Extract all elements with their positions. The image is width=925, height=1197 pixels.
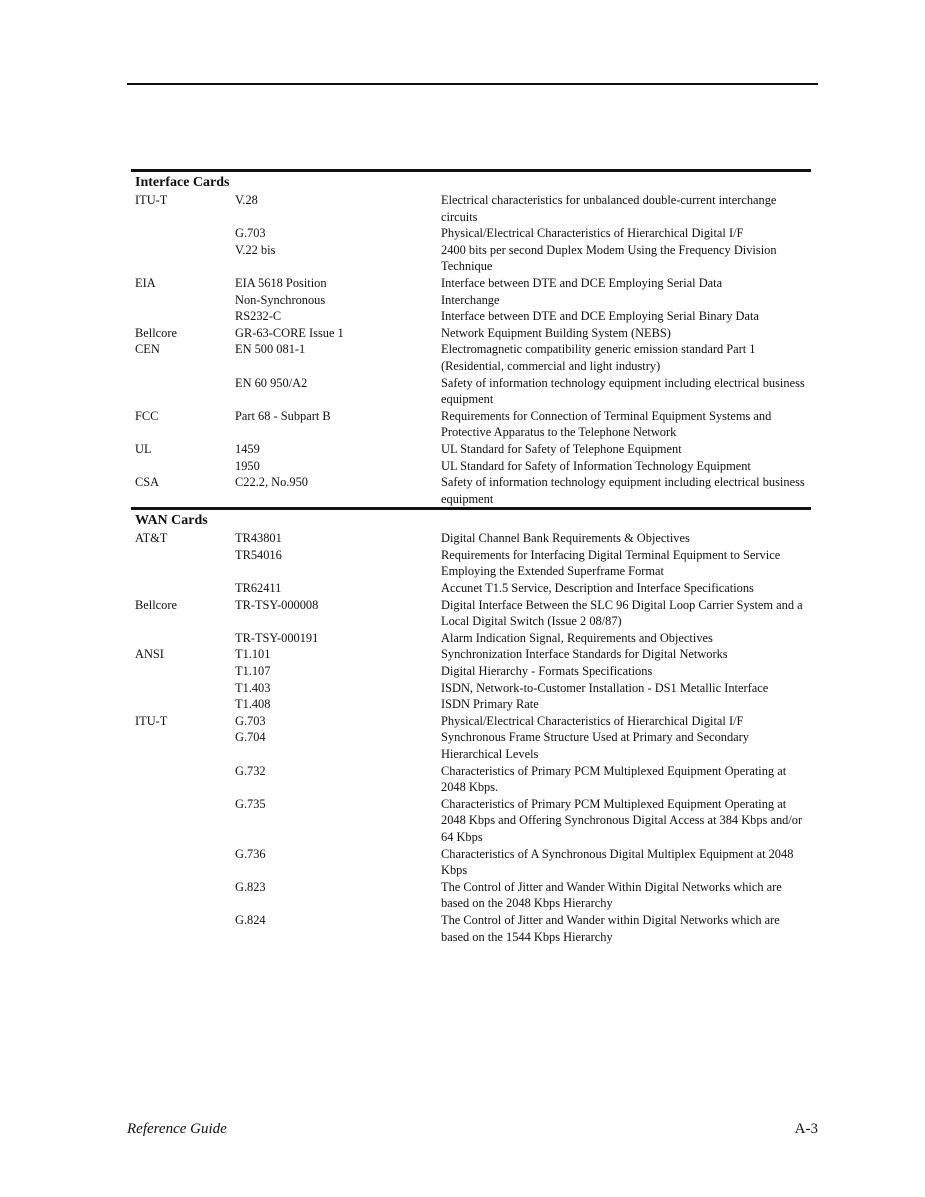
standard-id-cell: G.703 xyxy=(235,226,266,241)
organization-cell xyxy=(131,796,235,846)
organization-cell xyxy=(131,547,235,580)
description-cell: Digital Channel Bank Requirements & Objectives xyxy=(441,531,690,546)
organization-cell: ANSI xyxy=(135,647,164,662)
description-cell: UL Standard for Safety of Information Technology Equipment xyxy=(441,458,751,473)
organization-cell: FCC xyxy=(135,408,159,423)
standard-id-cell: 1459 xyxy=(235,441,260,456)
description-cell: Synchronization Interface Standards for Digital Networks xyxy=(441,647,728,662)
description-cell: Alarm Indication Signal, Requirements and Objectives xyxy=(441,630,713,645)
standard-row xyxy=(131,680,811,697)
standard-row xyxy=(131,441,811,458)
standard-id-cell: 1950 xyxy=(235,458,260,473)
organization-cell xyxy=(131,763,235,796)
standard-id-cell: TR-TSY-000191 xyxy=(235,630,319,645)
standard-id-cell: G.823 xyxy=(235,879,266,894)
standard-id-cell: T1.101 xyxy=(235,647,271,662)
organization-cell xyxy=(131,242,235,275)
organization-cell xyxy=(131,729,235,762)
organization-cell xyxy=(131,846,235,879)
standard-id-cell: G.703 xyxy=(235,713,266,728)
standard-id-cell: G.736 xyxy=(235,846,266,861)
standard-id-cell: Part 68 - Subpart B xyxy=(235,408,331,423)
organization-cell xyxy=(131,458,235,475)
standard-row xyxy=(131,242,811,275)
description-cell: UL Standard for Safety of Telephone Equipment xyxy=(441,441,682,456)
standard-row xyxy=(131,597,811,630)
standard-row xyxy=(131,375,811,408)
standard-id-cell: GR-63-CORE Issue 1 xyxy=(235,325,344,340)
standard-row xyxy=(131,275,811,292)
standard-id-cell: T1.107 xyxy=(235,664,271,679)
description-cell: Electrical characteristics for unbalanced double-current interchange circuits xyxy=(441,193,777,224)
standard-id-cell: Non-Synchronous xyxy=(235,292,326,307)
standard-id-cell: T1.403 xyxy=(235,680,271,695)
description-cell: Safety of information technology equipment including electrical business equipment xyxy=(441,475,805,506)
description-cell: Digital Hierarchy - Formats Specifications xyxy=(441,664,653,679)
header-rule xyxy=(127,83,818,85)
standard-row xyxy=(131,630,811,647)
standard-row xyxy=(131,846,811,879)
footer-document-title: Reference Guide xyxy=(127,1121,227,1137)
section-heading: Interface Cards xyxy=(131,169,811,192)
standard-id-cell: TR-TSY-000008 xyxy=(235,597,319,612)
organization-cell xyxy=(131,680,235,697)
description-cell: Characteristics of A Synchronous Digital Multiplex Equipment at 2048 Kbps xyxy=(441,846,794,878)
organization-cell: Bellcore xyxy=(135,325,177,340)
description-cell: Synchronous Frame Structure Used at Primary and Secondary Hierarchical Levels xyxy=(441,730,749,761)
standard-id-cell: G.732 xyxy=(235,763,266,778)
standard-row xyxy=(131,646,811,663)
section-heading: WAN Cards xyxy=(131,507,811,530)
description-cell: Requirements for Connection of Terminal Equipment Systems and Protective Apparatus to the Telephone Network xyxy=(441,408,772,440)
description-cell: Accunet T1.5 Service, Description and Interface Specifications xyxy=(441,581,754,596)
organization-cell xyxy=(131,580,235,597)
organization-cell: UL xyxy=(135,441,152,456)
standard-id-cell: T1.408 xyxy=(235,697,271,712)
standard-row xyxy=(131,796,811,846)
standard-id-cell: EIA 5618 Position xyxy=(235,275,327,290)
organization-cell: Bellcore xyxy=(135,597,177,612)
wan-cards-section xyxy=(131,507,811,945)
standard-row xyxy=(131,341,811,374)
description-cell: ISDN Primary Rate xyxy=(441,697,539,712)
organization-cell xyxy=(131,375,235,408)
standard-row xyxy=(131,547,811,580)
standard-id-cell: EN 60 950/A2 xyxy=(235,375,308,390)
organization-cell: ITU-T xyxy=(135,193,168,207)
standard-id-cell: G.704 xyxy=(235,730,266,745)
description-cell: Interchange xyxy=(441,292,500,307)
standard-row xyxy=(131,292,811,309)
organization-cell xyxy=(131,879,235,912)
description-cell: Network Equipment Building System (NEBS) xyxy=(441,325,671,340)
description-cell: The Control of Jitter and Wander Within Digital Networks which are based on the 2048 Kbps Hierarchy xyxy=(441,879,782,911)
organization-cell: EIA xyxy=(135,275,156,290)
description-cell: Safety of information technology equipment including electrical business equipment xyxy=(441,375,805,407)
standard-row xyxy=(131,474,811,507)
description-cell: Interface between DTE and DCE Employing Serial Data xyxy=(441,275,723,290)
organization-cell: ITU-T xyxy=(135,713,168,728)
standard-id-cell: EN 500 081-1 xyxy=(235,342,306,357)
description-cell: 2400 bits per second Duplex Modem Using the Frequency Division Technique xyxy=(441,242,777,274)
organization-cell: AT&T xyxy=(135,531,168,546)
organization-cell xyxy=(131,292,235,309)
standard-row xyxy=(131,325,811,342)
standard-row xyxy=(131,729,811,762)
standard-row xyxy=(131,879,811,912)
organization-cell xyxy=(131,630,235,647)
standard-id-cell: RS232-C xyxy=(235,309,282,324)
standard-row xyxy=(131,713,811,730)
standard-id-cell: V.28 xyxy=(235,193,258,207)
description-cell: Physical/Electrical Characteristics of Hierarchical Digital I/F xyxy=(441,713,744,728)
standard-id-cell: TR43801 xyxy=(235,531,282,546)
standard-id-cell: TR54016 xyxy=(235,547,282,562)
organization-cell xyxy=(131,912,235,945)
standard-id-cell: V.22 bis xyxy=(235,242,276,257)
description-cell: Requirements for Interfacing Digital Terminal Equipment to Service Employing the Extended Superframe Format xyxy=(441,547,781,579)
page-number: A-3 xyxy=(794,1121,818,1137)
organization-cell xyxy=(131,696,235,713)
description-cell: Electromagnetic compatibility generic emission standard Part 1 (Residential, commercial and light industry) xyxy=(441,342,756,373)
description-cell: Digital Interface Between the SLC 96 Digital Loop Carrier System and a Local Digital Switch (Issue 2 08/87) xyxy=(441,597,803,629)
standard-row xyxy=(131,763,811,796)
standard-row xyxy=(131,580,811,597)
standard-row xyxy=(131,663,811,680)
standards-table xyxy=(131,169,811,945)
interface-cards-section xyxy=(131,169,811,507)
organization-cell: CEN xyxy=(135,342,160,357)
standard-id-cell: C22.2, No.950 xyxy=(235,475,308,490)
standard-id-cell: TR62411 xyxy=(235,581,282,596)
description-cell: Physical/Electrical Characteristics of Hierarchical Digital I/F xyxy=(441,226,744,241)
description-cell: Characteristics of Primary PCM Multiplexed Equipment Operating at 2048 Kbps and Offering Synchronous Digital Access at 384 Kbps and/or 64 Kbps xyxy=(441,796,803,844)
standard-row xyxy=(131,308,811,325)
standard-row xyxy=(131,408,811,441)
organization-cell xyxy=(131,225,235,242)
description-cell: Interface between DTE and DCE Employing Serial Binary Data xyxy=(441,309,759,324)
standard-row xyxy=(131,458,811,475)
standard-id-cell: G.824 xyxy=(235,912,266,927)
standard-row xyxy=(131,192,811,225)
standard-row xyxy=(131,530,811,547)
organization-cell: CSA xyxy=(135,475,160,490)
standard-row xyxy=(131,696,811,713)
standard-row xyxy=(131,225,811,242)
description-cell: Characteristics of Primary PCM Multiplexed Equipment Operating at 2048 Kbps. xyxy=(441,763,787,795)
description-cell: The Control of Jitter and Wander within Digital Networks which are based on the 1544 Kbps Hierarchy xyxy=(441,912,780,944)
description-cell: ISDN, Network-to-Customer Installation - DS1 Metallic Interface xyxy=(441,680,769,695)
standard-id-cell: G.735 xyxy=(235,796,266,811)
organization-cell xyxy=(131,308,235,325)
organization-cell xyxy=(131,663,235,680)
standard-row xyxy=(131,912,811,945)
